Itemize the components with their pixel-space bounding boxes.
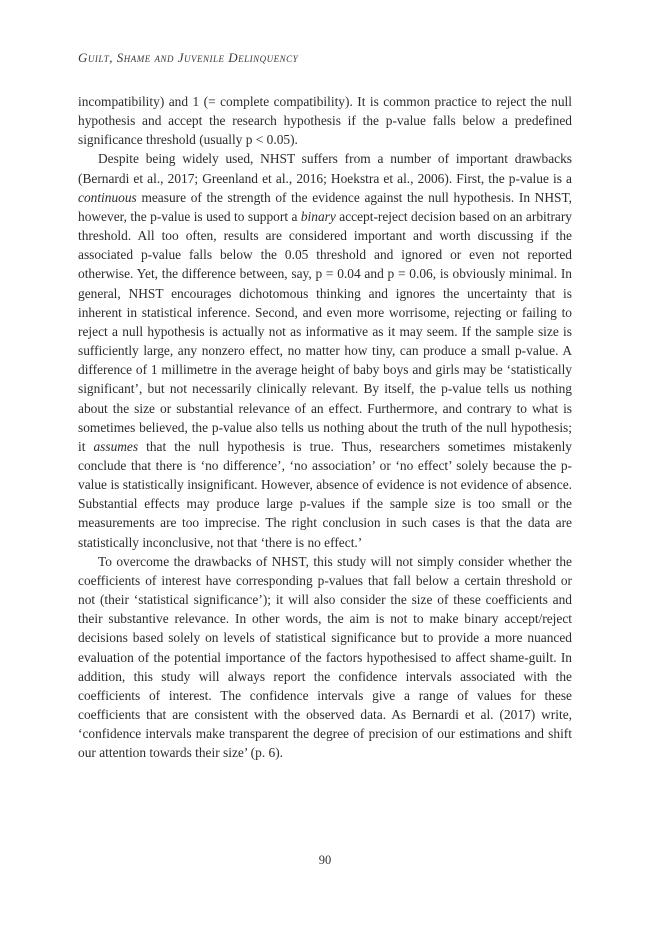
emphasis-binary: binary [300, 208, 336, 224]
paragraph-1 [78, 92, 572, 149]
paragraph-2 [78, 149, 572, 551]
body-text [78, 92, 572, 762]
paragraph-3 [78, 552, 572, 763]
running-head: Guilt, Shame and Juvenile Delinquency [78, 50, 299, 65]
paragraph-2-segment: accept-reject decision based on an arbitrary threshold. All too often, results are considered important and worth discussing if the associated p-value falls below the 0.05 threshold and ignored or even not reported otherwise. Yet, the difference between, say, p = 0.04 and p = 0.06, is obviously minimal. In general, NHST encourages dichotomous thinking and ignores the uncertainty that is inherent in statistical inference. Second, and even more worrisome, rejecting or failing to reject a null hypothesis is actually not as informative as it may seem. If the sample size is sufficiently large, any nonzero effect, no matter how tiny, can produce a small p-value. A difference of 1 millimetre in the average height of baby boys and girls may be ‘statistically significant’, but not necessarily clinically relevant. By itself, the p-value tells us nothing about the size or substantial relevance of an effect. Furthermore, and contrary to what is sometimes believed, the p-value also tells us nothing about the truth of the null hypothesis; it [78, 208, 573, 454]
emphasis-continuous: continuous [78, 189, 137, 205]
emphasis-assumes: assumes [93, 438, 139, 454]
paragraph-1-segment: incompatibility) and 1 (= complete compatibility). It is common practice to reject the null hypothesis and accept the research hypothesis if the p-value falls below a predefined significance threshold (usually p < 0.05). [78, 94, 572, 148]
paragraph-2-segment: that the null hypothesis is true. Thus, researchers sometimes mistakenly conclude that there is ‘no difference’, ‘no association’ or ‘no effect’ solely because the p-value is statistically insignificant. However, absence of evidence is not evidence of absence. Substantial effects may produce large p-values if the sample size is too small or the measurements are too imprecise. The right conclusion in such cases is that the data are statistically inconclusive, not that ‘there is no effect.’ [78, 438, 572, 550]
page-number: 90 [318, 853, 332, 867]
paragraph-2-segment: measure of the strength of the evidence against the null hypothesis. In NHST, however, the p-value is used to support a [78, 189, 572, 224]
paragraph-2-segment: Despite being widely used, NHST suffers from a number of important drawbacks (Bernardi et al., 2017; Greenland et al., 2016; Hoekstra et al., 2006). First, the p-value is a [78, 151, 572, 186]
paragraph-3-segment: To overcome the drawbacks of NHST, this study will not simply consider whether the coefficients of interest have corresponding p-values that fall below a certain threshold or not (their ‘statistical significance’); it will also consider the size of these coefficients and their substantive relevance. In other words, the aim is not to make binary accept/reject decisions based solely on levels of statistical significance but to provide a more nuanced evaluation of the potential importance of the factors hypothesised to affect shame-guilt. In addition, this study will always report the confidence intervals associated with the coefficients of interest. The confidence intervals give a range of values for these coefficients that are consistent with the observed data. As Bernardi et al. (2017) write, ‘confidence intervals make transparent the degree of precision of our estimations and shift our attention towards their size’ (p. 6). [78, 553, 572, 761]
